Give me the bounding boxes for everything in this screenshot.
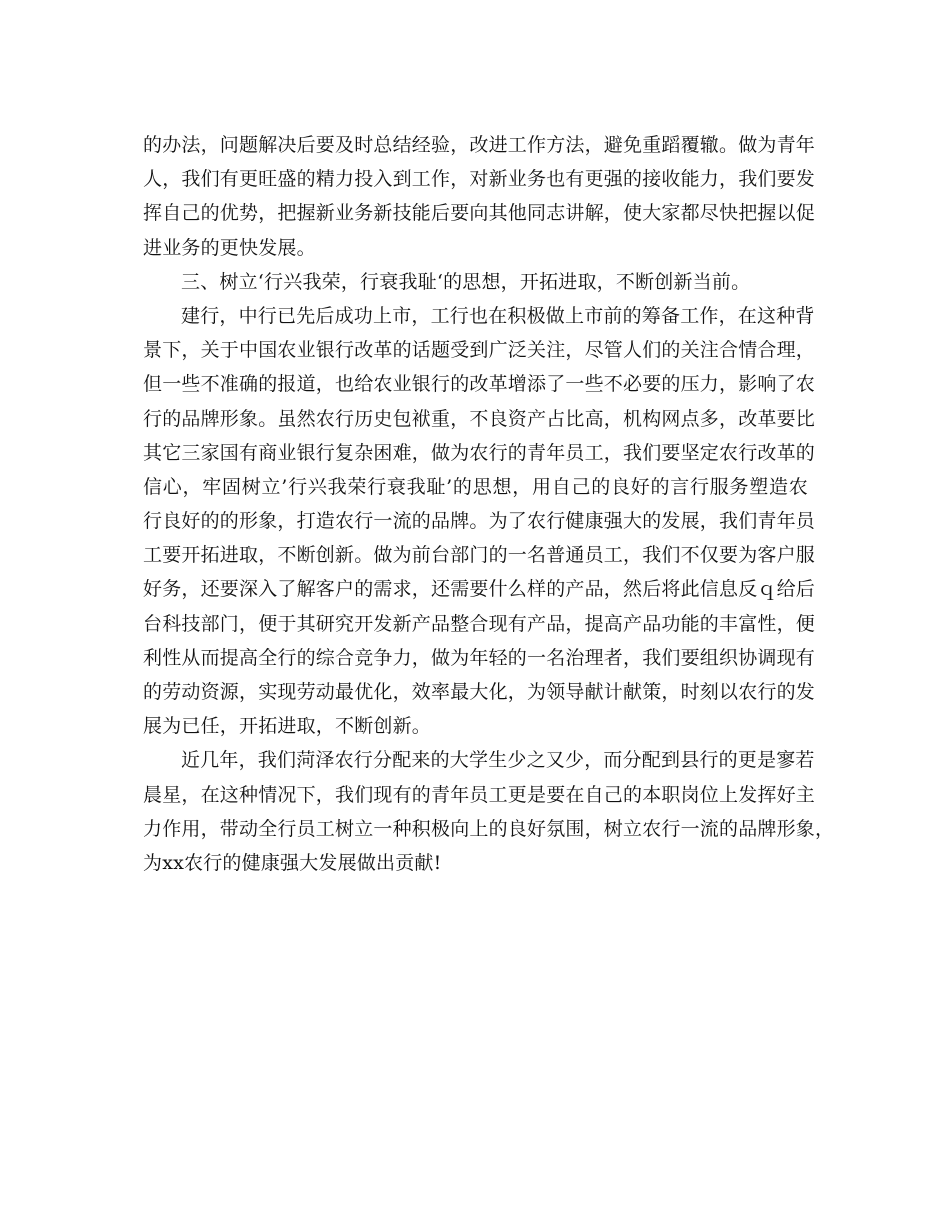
paragraph-line: 进业务的更快发展。 (143, 236, 316, 259)
paragraph-line: 但一些不准确的报道，也给农业银行的改革增添了一些不必要的压力，影响了农 (143, 373, 816, 396)
section-heading: 三、树立‘行兴我荣，行衰我耻‘的思想，开拓进取，不断创新当前。 (181, 270, 751, 293)
paragraph-line: 台科技部门，便于其研究开发新产品整合现有产品，提高产品功能的丰富性，便 (143, 612, 816, 635)
paragraph-line: 力作用，带动全行员工树立一种积极向上的良好氛围，树立农行一流的品牌形象， (143, 817, 835, 840)
paragraph-line: 的办法，问题解决后要及时总结经验，改进工作方法，避免重蹈覆辙。做为青年 (143, 134, 816, 156)
paragraph-line: 挥自己的优势，把握新业务新技能后要向其他同志讲解，使大家都尽快把握以促 (143, 202, 816, 225)
paragraph-line: 工要开拓进取，不断创新。做为前台部门的一名普通员工，我们不仅要为客户服 (143, 544, 816, 567)
paragraph-line: 行的品牌形象。虽然农行历史包袱重，不良资产占比高，机构网点多，改革要比 (143, 407, 816, 430)
paragraph-line: 行良好的的形象，打造农行一流的品牌。为了农行健康强大的发展，我们青年员 (143, 510, 816, 533)
paragraph-line: 好务，还要深入了解客户的需求，还需要什么样的产品，然后将此信息反ｑ给后 (143, 578, 816, 601)
paragraph-line: 建行，中行已先后成功上市，工行也在积极做上市前的筹备工作，在这种背 (181, 304, 815, 327)
paragraph-line: 其它三家国有商业银行复杂困难，做为农行的青年员工，我们要坚定农行改革的 (143, 441, 816, 464)
paragraph-line: 信心，牢固树立’行兴我荣行衰我耻’的思想，用自己的良好的言行服务塑造农 (143, 475, 808, 498)
document-body (143, 128, 835, 880)
paragraph-line: 为xx农行的健康强大发展做出贡献! (143, 851, 442, 874)
paragraph-line: 近几年，我们菏泽农行分配来的大学生少之又少，而分配到县行的更是寥若 (181, 749, 815, 772)
paragraph-line: 景下，关于中国农业银行改革的话题受到广泛关注，尽管人们的关注合情合理， (143, 339, 816, 362)
paragraph-line: 利性从而提高全行的综合竞争力，做为年轻的一名治理者，我们要组织协调现有 (143, 646, 816, 669)
paragraph-line: 展为已任，开拓进取，不断创新。 (143, 715, 432, 738)
paragraph-line: 人，我们有更旺盛的精力投入到工作，对新业务也有更强的接收能力，我们要发 (143, 168, 816, 191)
paragraph-line: 的劳动资源，实现劳动最优化，效率最大化，为领导献计献策，时刻以农行的发 (143, 681, 816, 703)
paragraph-line: 晨星，在这种情况下，我们现有的青年员工更是要在自己的本职岗位上发挥好主 (143, 783, 816, 806)
